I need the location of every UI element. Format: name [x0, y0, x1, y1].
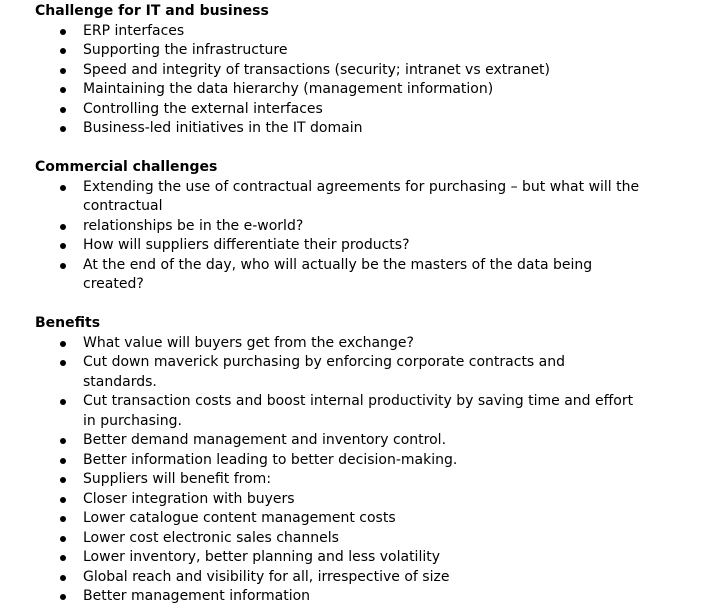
bullet-item: Better information leading to better decision-making. — [35, 451, 643, 471]
section-heading: Challenge for IT and business — [35, 3, 269, 19]
bullet-item: Suppliers will benefit from: — [35, 470, 643, 490]
bullet-item: Cut down maverick purchasing by enforcing corporate contracts and standards. — [35, 353, 643, 392]
bullet-item: How will suppliers differentiate their products? — [35, 236, 643, 256]
bullet-item: Speed and integrity of transactions (security; intranet vs extranet) — [35, 61, 643, 81]
bullet-item: Supporting the infrastructure — [35, 41, 643, 61]
bullet-item: Closer integration with buyers — [35, 490, 643, 510]
bullet-item: Business-led initiatives in the IT domain — [35, 119, 643, 139]
bullet-item: Better management information — [35, 587, 643, 607]
section-benefits — [35, 314, 715, 607]
section-it-business — [35, 2, 715, 139]
bullet-item: Lower cost electronic sales channels — [35, 529, 643, 549]
bullet-item: ERP interfaces — [35, 22, 643, 42]
bullet-item: Better demand management and inventory control. — [35, 431, 643, 451]
bullet-item: Cut transaction costs and boost internal productivity by saving time and effort in purchasing. — [35, 392, 643, 431]
section-commercial — [35, 158, 715, 295]
bullet-item: At the end of the day, who will actually be the masters of the data being created? — [35, 256, 643, 295]
bullet-item: Extending the use of contractual agreements for purchasing – but what will the contractual — [35, 178, 643, 217]
bullet-list — [35, 22, 715, 139]
bullet-list — [35, 334, 715, 607]
section-heading: Commercial challenges — [35, 159, 218, 175]
document-body — [35, 2, 715, 607]
bullet-item: What value will buyers get from the exchange? — [35, 334, 643, 354]
bullet-item: relationships be in the e-world? — [35, 217, 643, 237]
bullet-item: Lower inventory, better planning and less volatility — [35, 548, 643, 568]
section-heading: Benefits — [35, 315, 101, 331]
bullet-item: Controlling the external interfaces — [35, 100, 643, 120]
bullet-item: Maintaining the data hierarchy (management information) — [35, 80, 643, 100]
bullet-item: Lower catalogue content management costs — [35, 509, 643, 529]
bullet-item: Global reach and visibility for all, irrespective of size — [35, 568, 643, 588]
bullet-list — [35, 178, 715, 295]
